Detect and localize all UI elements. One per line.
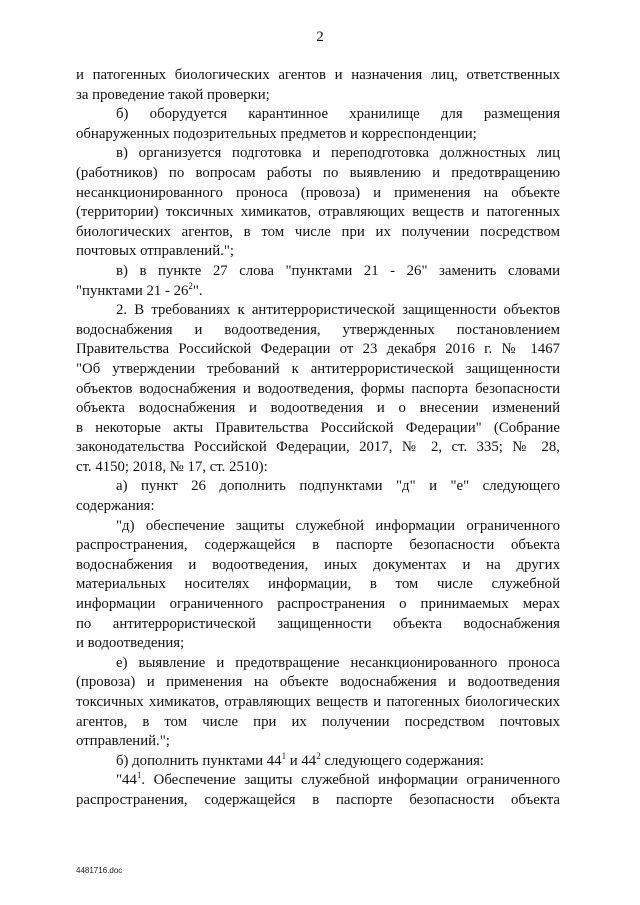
text-line xyxy=(76,438,560,458)
text-segment: Правительства Российской Федерации от 23 декабря 2016 г. № 1467 xyxy=(76,341,560,358)
text-segment: отправлений."; xyxy=(76,733,170,750)
text-segment: в) в пункте 27 слова "пунктами 21 - 26" заменить словами xyxy=(116,262,560,279)
text-segment: "пунктами 21 - 26 xyxy=(76,282,189,299)
text-line xyxy=(76,458,560,478)
text-segment: законодательства Российской Федерации, 2017, № 2, ст. 335; № 28, xyxy=(76,439,560,456)
text-segment: объектов водоснабжения и водоотведения, формы паспорта безопасности xyxy=(76,380,560,397)
document-body xyxy=(76,66,560,811)
text-segment: за проведение такой проверки; xyxy=(76,86,270,103)
text-segment: информации ограниченного распространения о принимаемых мерах xyxy=(76,596,560,613)
text-segment: и водоотведения; xyxy=(76,635,185,652)
text-segment: ст. 4150; 2018, № 17, ст. 2510): xyxy=(76,458,268,475)
text-line xyxy=(76,634,560,654)
text-line xyxy=(76,595,560,615)
text-line xyxy=(76,575,560,595)
text-segment: распространения, содержащейся в паспорте безопасности объекта xyxy=(76,537,560,554)
text-line xyxy=(76,321,560,341)
text-line xyxy=(76,223,560,243)
text-segment: б) дополнить пунктами 44 xyxy=(116,752,282,769)
text-segment: ". xyxy=(192,282,203,299)
text-segment: . Обеспечение защиты служебной информации ограниченного xyxy=(141,772,560,789)
text-segment: (провоза) и применения на объекте водоснабжения и водоотведения xyxy=(76,674,560,691)
text-segment: следующего содержания: xyxy=(320,752,485,769)
text-line xyxy=(76,713,560,733)
text-segment: по антитеррористической защищенности объекта водоснабжения xyxy=(76,615,560,632)
text-segment: и 44 xyxy=(286,752,317,769)
text-line xyxy=(76,752,560,772)
text-line xyxy=(76,399,560,419)
text-line xyxy=(76,105,560,125)
text-segment: несанкционированного проноса (провоза) и применения на объекте xyxy=(76,184,560,201)
text-segment: в некоторые акты Правительства Российской Федерации" (Собрание xyxy=(76,419,560,436)
text-segment: обнаруженных подозрительных предметов и корреспонденции; xyxy=(76,125,477,142)
text-line xyxy=(76,282,560,302)
text-segment: материальных носителях информации, в том числе служебной xyxy=(76,576,560,593)
text-line xyxy=(76,673,560,693)
text-segment: б) оборудуется карантинное хранилище для размещения xyxy=(116,106,560,123)
text-segment: почтовых отправлений."; xyxy=(76,243,234,260)
text-line xyxy=(76,360,560,380)
superscript: 2 xyxy=(188,281,193,291)
text-line xyxy=(76,497,560,517)
text-line xyxy=(76,732,560,752)
text-line xyxy=(76,654,560,674)
text-line xyxy=(76,771,560,791)
text-segment: (работников) по вопросам работы по выявлению и предотвращению xyxy=(76,164,560,181)
text-line xyxy=(76,556,560,576)
text-line xyxy=(76,86,560,106)
superscript: 1 xyxy=(281,751,287,761)
text-line xyxy=(76,693,560,713)
text-line xyxy=(76,477,560,497)
text-segment: "Об утверждении требований к антитеррористической защищенности xyxy=(76,360,560,377)
text-line xyxy=(76,184,560,204)
text-segment: содержания: xyxy=(76,498,155,515)
text-segment: "д) обеспечение защиты служебной информации ограниченного xyxy=(116,517,560,534)
text-segment: в) организуется подготовка и переподготовка должностных лиц xyxy=(116,145,560,162)
text-line xyxy=(76,203,560,223)
text-line xyxy=(76,262,560,282)
text-line xyxy=(76,419,560,439)
text-line xyxy=(76,517,560,537)
text-line xyxy=(76,66,560,86)
text-segment: биологических агентов, в том числе при их получении посредством xyxy=(76,223,560,240)
text-segment: е) выявление и предотвращение несанкционированного проноса xyxy=(116,654,560,671)
text-segment: а) пункт 26 дополнить подпунктами "д" и "е" следующего xyxy=(116,478,560,495)
text-line xyxy=(76,536,560,556)
footer-filename: 4481716.doc xyxy=(76,866,123,875)
superscript: 1 xyxy=(136,771,142,781)
text-segment: объекта водоснабжения и водоотведения и о внесении изменений xyxy=(76,400,560,417)
text-segment: водоснабжения и водоотведения, иных документах и на других xyxy=(76,556,560,573)
text-segment: водоснабжения и водоотведения, утвержденных постановлением xyxy=(76,321,560,338)
text-line xyxy=(76,125,560,145)
text-segment: токсичных химикатов, отравляющих веществ и патогенных биологических xyxy=(76,694,560,710)
text-line xyxy=(76,380,560,400)
text-line xyxy=(76,615,560,635)
text-segment: и патогенных биологических агентов и назначения лиц, ответственных xyxy=(76,67,560,83)
text-line xyxy=(76,791,560,811)
page-number: 2 xyxy=(316,29,324,45)
text-segment: агентов, в том числе при их получении посредством почтовых xyxy=(76,713,560,730)
text-segment: 2. В требованиях к антитеррористической защищенности объектов xyxy=(116,302,560,319)
text-line xyxy=(76,164,560,184)
text-line xyxy=(76,144,560,164)
text-segment: "44 xyxy=(116,772,137,789)
text-line xyxy=(76,301,560,321)
text-line xyxy=(76,340,560,360)
text-line xyxy=(76,242,560,262)
text-segment: распространения, содержащейся в паспорте безопасности объекта xyxy=(76,791,560,808)
text-segment: (территории) токсичных химикатов, отравляющих веществ и патогенных xyxy=(76,204,560,221)
superscript: 2 xyxy=(316,751,321,761)
